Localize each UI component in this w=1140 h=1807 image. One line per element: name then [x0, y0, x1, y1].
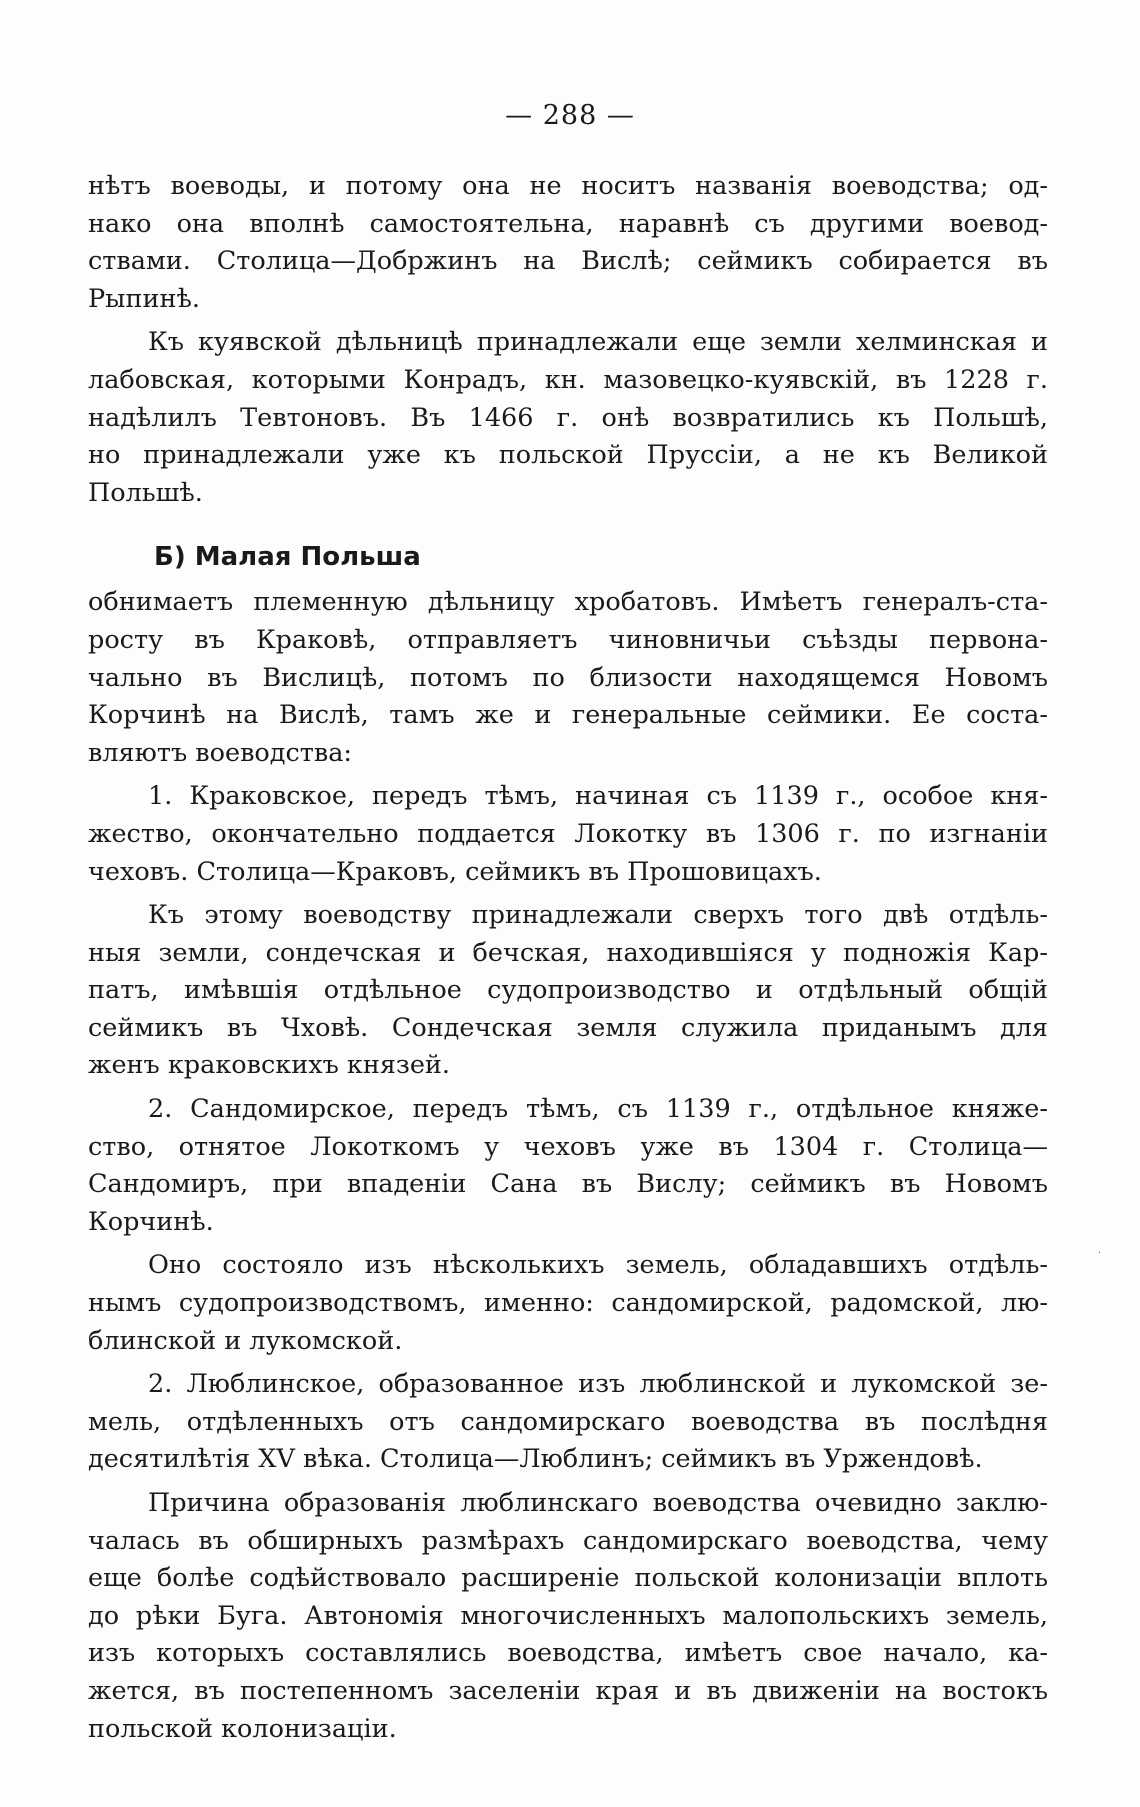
text-line: до рѣки Буга. Автономія многочисленныхъ малопольскихъ земель, [88, 1600, 1048, 1631]
paragraph-lublin [88, 1366, 1048, 1479]
text-line: изъ которыхъ составлялись воеводства, имѣетъ свое начало, ка- [88, 1638, 1048, 1669]
text-line: Рыпинѣ. [88, 283, 200, 314]
page-body [88, 168, 1048, 1754]
text-line: блинской и лукомской. [88, 1325, 403, 1356]
text-line: Корчинѣ. [88, 1206, 214, 1237]
text-line: сеймикъ въ Чховѣ. Сондечская земля служила приданымъ для [88, 1012, 1048, 1043]
text-line: нѣтъ воеводы, и потому она не носитъ названія воеводства; од- [88, 171, 1048, 201]
text-line: нымъ судопроизводствомъ, именно: сандомирской, радомской, лю- [88, 1288, 1048, 1319]
text-line: чалась въ обширныхъ размѣрахъ сандомирскаго воеводства, чему [88, 1525, 1048, 1556]
text-line: Къ куявской дѣльницѣ принадлежали еще земли хелминская и [148, 327, 1048, 358]
text-line: Къ этому воеводству принадлежали сверхъ того двѣ отдѣль- [148, 900, 1048, 931]
text-line: 1. Краковское, передъ тѣмъ, начиная съ 1139 г., особое кня- [148, 781, 1048, 812]
text-line: обнимаетъ племенную дѣльницу хробатовъ. Имѣетъ генералъ-ста- [88, 587, 1048, 618]
text-line: 2. Сандомирское, передъ тѣмъ, съ 1139 г., отдѣльное княже- [148, 1094, 1048, 1125]
text-line: Корчинѣ на Вислѣ, тамъ же и генеральные сеймики. Ее соста- [88, 700, 1048, 731]
text-line: лабовская, которыми Конрадъ, кн. мазовецко-куявскій, въ 1228 г. [88, 364, 1048, 395]
paragraph-krakow [88, 778, 1048, 891]
text-line: патъ, имѣвшія отдѣльное судопроизводство и отдѣльный общій [88, 975, 1048, 1006]
text-line: ныя земли, сондечская и бечская, находившіяся у подножія Кар- [88, 937, 1048, 968]
text-line: десятилѣтія XV вѣка. Столица—Люблинъ; сеймикъ въ Уржендовѣ. [88, 1444, 983, 1475]
text-line: еще болѣе содѣйствовало расширеніе польской колонизаціи вплоть [88, 1563, 1048, 1594]
paragraph-sandomierz-lands [88, 1247, 1048, 1360]
text-line: жется, въ постепенномъ заселеніи края и въ движеніи на востокъ [88, 1675, 1048, 1706]
text-line: жество, окончательно поддается Локотку въ 1306 г. по изгнаніи [88, 818, 1048, 849]
paragraph-sandomierz [88, 1091, 1048, 1241]
paragraph-intro [88, 584, 1048, 772]
paragraph-sandec [88, 897, 1048, 1085]
text-line: но принадлежали уже къ польской Пруссіи, а не къ Великой [88, 440, 1048, 471]
text-line: чеховъ. Столица—Краковъ, сеймикъ въ Прошовицахъ. [88, 856, 822, 887]
section-heading: Б) Малая Польша [154, 542, 421, 573]
paragraph-kuyavia [88, 324, 1048, 512]
text-line: женъ краковскихъ князей. [88, 1050, 451, 1081]
text-line: нако она вполнѣ самостоятельна, наравнѣ съ другими воевод- [88, 208, 1048, 239]
margin-speck: · [1098, 1248, 1102, 1259]
text-line: ствами. Столица—Добржинъ на Вислѣ; сеймикъ собирается въ [88, 246, 1048, 277]
text-line: 2. Люблинское, образованное изъ люблинской и лукомской зе- [148, 1369, 1048, 1400]
text-line: Польшѣ. [88, 477, 203, 508]
text-line: чально въ Вислицѣ, потомъ по близости находящемся Новомъ [88, 662, 1048, 693]
page-number: — 288 — [505, 100, 635, 131]
paragraph-lublin-reason [88, 1485, 1048, 1748]
text-line: Оно состояло изъ нѣсколькихъ земель, обладавшихъ отдѣль- [148, 1250, 1048, 1281]
text-line: Сандомиръ, при впаденіи Сана въ Вислу; сеймикъ въ Новомъ [88, 1169, 1048, 1200]
text-line: росту въ Краковѣ, отправляетъ чиновничьи съѣзды первона- [88, 624, 1048, 655]
text-line: польской колонизаціи. [88, 1713, 397, 1744]
text-line: Причина образованія люблинскаго воеводства очевидно заклю- [148, 1488, 1048, 1518]
paragraph-continuation [88, 168, 1048, 318]
text-line: ство, отнятое Локоткомъ у чеховъ уже въ 1304 г. Столица— [88, 1131, 1048, 1162]
text-line: вляютъ воеводства: [88, 737, 353, 768]
text-line: надѣлилъ Тевтоновъ. Въ 1466 г. онѣ возвратились къ Польшѣ, [88, 402, 1048, 433]
text-line: мель, отдѣленныхъ отъ сандомирскаго воеводства въ послѣдня [88, 1406, 1048, 1437]
